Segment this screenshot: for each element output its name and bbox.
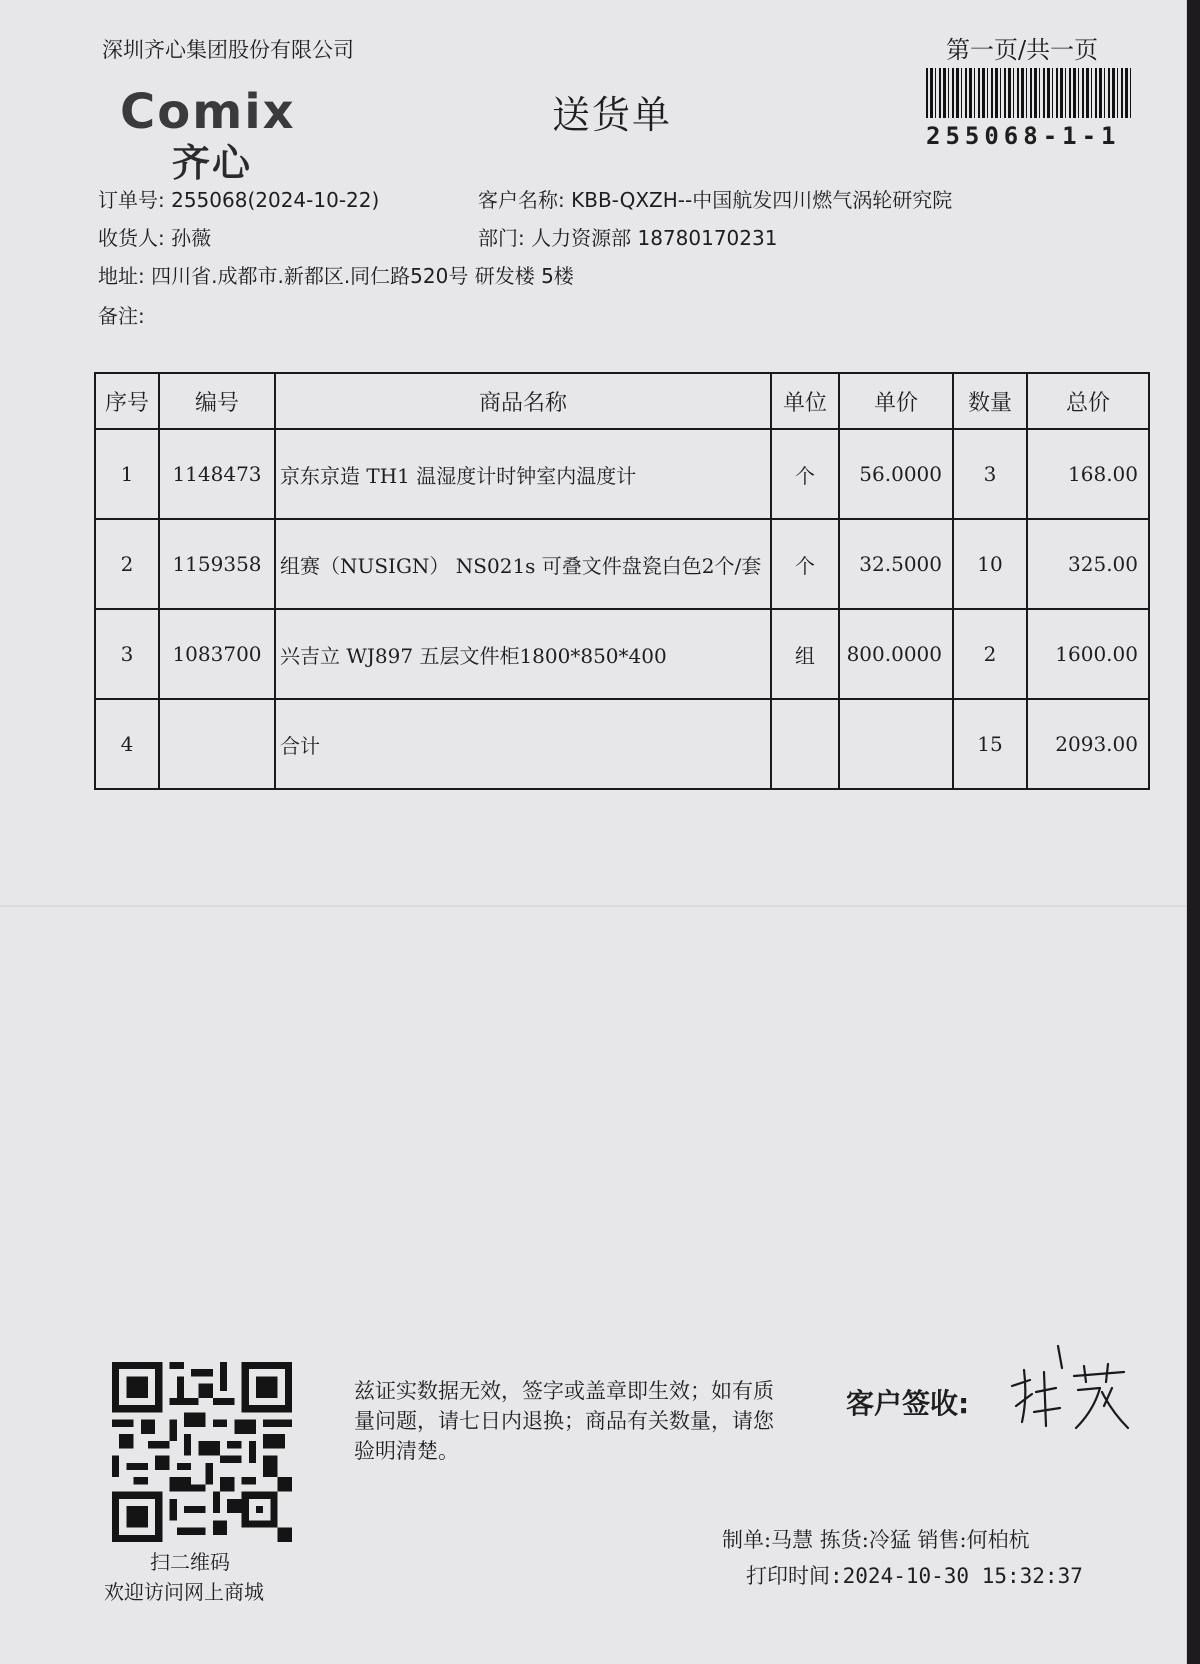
- header-qty: 数量: [953, 373, 1027, 429]
- page-info: 第一页/共一页: [946, 36, 1099, 64]
- cell-seq: 1: [95, 429, 159, 519]
- cell-name: 组赛（NUSIGN） NS021s 可叠文件盘瓷白色2个/套: [275, 519, 771, 609]
- header-seq: 序号: [95, 373, 159, 429]
- notice-text: 兹证实数据无效，签字或盖章即生效；如有质量问题，请七日内退换；商品有关数量，请您验明清楚。: [354, 1379, 774, 1463]
- qr-caption-scan: 扫二维码: [150, 1550, 230, 1574]
- cell-code: 1148473: [159, 429, 275, 519]
- company-name: 深圳齐心集团股份有限公司: [102, 38, 354, 62]
- comix-logo: Comix: [120, 84, 296, 140]
- order-number-value: 255068(2024-10-22): [171, 188, 380, 212]
- cell-total: 168.00: [1027, 429, 1149, 519]
- cell-unit: 个: [771, 429, 839, 519]
- remark-field: [98, 300, 145, 329]
- cell-price: 32.5000: [839, 519, 953, 609]
- table-row: [95, 519, 1149, 609]
- table-header-row: [95, 373, 1149, 429]
- cell-code: 1159358: [159, 519, 275, 609]
- table-row-total: [95, 699, 1149, 789]
- header-name: 商品名称: [275, 373, 771, 429]
- department-value: 人力资源部 18780170231: [531, 226, 778, 250]
- remark-label: 备注:: [98, 304, 145, 328]
- comix-logo-cn: 齐心: [172, 141, 253, 185]
- barcode-icon: [926, 68, 1134, 118]
- customer-sign-label: 客户签收:: [846, 1387, 970, 1420]
- cell-seq: 4: [95, 699, 159, 789]
- document-title: 送货单: [552, 93, 673, 137]
- cell-name: 京东京造 TH1 温湿度计时钟室内温度计: [275, 429, 771, 519]
- receiver-label: 收货人:: [98, 226, 165, 250]
- header-total: 总价: [1027, 373, 1149, 429]
- staff-info: 制单:马慧 拣货:冷猛 销售:何柏杭: [722, 1528, 1030, 1552]
- cell-unit: [771, 699, 839, 789]
- qr-code-icon: [112, 1362, 292, 1542]
- receiver-value: 孙薇: [171, 226, 212, 250]
- customer-field: [478, 184, 952, 213]
- cell-seq: 2: [95, 519, 159, 609]
- header-code: 编号: [159, 373, 275, 429]
- cell-price: 800.0000: [839, 609, 953, 699]
- address-field: [98, 260, 574, 289]
- customer-label: 客户名称:: [478, 188, 565, 212]
- header-unit: 单位: [771, 373, 839, 429]
- print-time: 打印时间:2024-10-30 15:32:37: [746, 1564, 1083, 1588]
- barcode-number: 255068-1-1: [926, 122, 1121, 150]
- cell-unit: 个: [771, 519, 839, 609]
- address-label: 地址:: [98, 264, 145, 288]
- cell-total: 1600.00: [1027, 609, 1149, 699]
- header-price: 单价: [839, 373, 953, 429]
- cell-qty: 15: [953, 699, 1027, 789]
- cell-name: 兴吉立 WJ897 五层文件柜1800*850*400: [275, 609, 771, 699]
- receiver-field: [98, 222, 211, 251]
- department-label: 部门:: [478, 226, 525, 250]
- cell-qty: 2: [953, 609, 1027, 699]
- qr-caption-welcome: 欢迎访问网上商城: [104, 1580, 264, 1604]
- cell-qty: 10: [953, 519, 1027, 609]
- cell-unit: 组: [771, 609, 839, 699]
- customer-value: KBB-QXZH--中国航发四川燃气涡轮研究院: [571, 188, 953, 212]
- cell-code: [159, 699, 275, 789]
- cell-price: 56.0000: [839, 429, 953, 519]
- cell-seq: 3: [95, 609, 159, 699]
- cell-qty: 3: [953, 429, 1027, 519]
- order-number-field: [98, 184, 379, 213]
- handwritten-signature: [1004, 1342, 1134, 1438]
- cell-total: 325.00: [1027, 519, 1149, 609]
- items-table: [94, 372, 1150, 790]
- table-row: [95, 609, 1149, 699]
- order-number-label: 订单号:: [98, 188, 165, 212]
- table-row: [95, 429, 1149, 519]
- cell-name: 合计: [275, 699, 771, 789]
- cell-code: 1083700: [159, 609, 275, 699]
- department-field: [478, 222, 777, 251]
- cell-price: [839, 699, 953, 789]
- cell-total: 2093.00: [1027, 699, 1149, 789]
- address-value: 四川省.成都市.新都区.同仁路520号 研发楼 5楼: [151, 264, 574, 288]
